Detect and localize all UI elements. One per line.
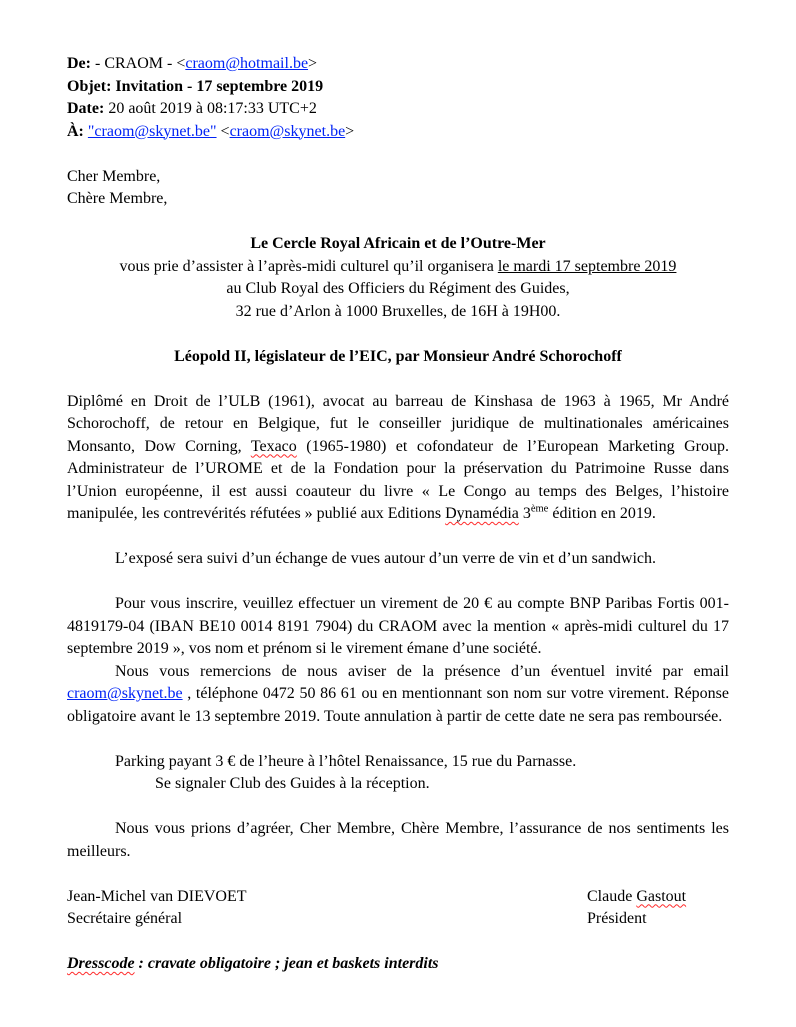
date-line <box>67 98 729 121</box>
invitation-line-3: 32 rue d’Arlon à 1000 Bruxelles, de 16H à 19H00. <box>235 302 561 320</box>
payment-paragraph: Pour vous inscrire, veuillez effectuer un virement de 20 € au compte BNP Paribas Fortis 001-4819179-04 (IBAN BE10 0014 8191 7904) du CRAOM avec la mention « après-midi culturel du 17 septembre 2019 », vos nom et prénom si le virement émane d’une société. <box>67 595 729 657</box>
secretary-title: Secrétaire général <box>67 910 183 927</box>
to-email-link-quoted[interactable]: "craom@skynet.be" <box>87 122 217 140</box>
president-first-name: Claude <box>587 887 637 905</box>
president-title: Président <box>587 910 647 927</box>
to-after: > <box>345 122 355 140</box>
from-line <box>67 53 729 76</box>
spellcheck-word-texaco: Texaco <box>250 437 297 455</box>
rsvp-part-1: Nous vous remercions de nous aviser de la présence d’un éventuel invité par email <box>115 662 729 680</box>
bio-part-4: édition en 2019. <box>548 505 656 522</box>
speaker-bio <box>67 391 729 526</box>
closing-paragraph: Nous vous prions d’agréer, Cher Membre, Chère Membre, l’assurance de nos sentiments les meilleurs. <box>67 820 729 860</box>
from-text: - CRAOM - < <box>90 55 186 72</box>
parking-line: Parking payant 3 € de l’heure à l’hôtel Renaissance, 15 rue du Parnasse. <box>115 752 577 770</box>
rsvp-email-link[interactable]: craom@skynet.be <box>67 685 183 702</box>
greeting-line-2: Chère Membre, <box>67 190 168 207</box>
to-mid: < <box>216 122 230 140</box>
bio-part-3: 3 <box>518 505 531 522</box>
to-label: À: <box>67 122 88 140</box>
bio-part-2: (1965-1980) et cofondateur de l’European Marketing Group. Administrateur de l’UROME et de la Fondation pour la préservation du Patrimoine Russe dans l’Union européenne, il est aussi coauteur du livre « Le Congo au temps des Belges, l’histoire manipulée, les contrevérités réfutées » publié aux Editions <box>67 437 730 522</box>
secretary-name: Jean-Michel van DIEVOET <box>67 887 247 905</box>
invitation-line-2: au Club Royal des Officiers du Régiment des Guides, <box>226 280 570 297</box>
signature-block <box>67 886 729 931</box>
greeting <box>67 166 729 211</box>
president-name <box>587 886 729 909</box>
date-label: Date: <box>67 100 105 117</box>
dresscode-line <box>67 953 729 976</box>
bio-part-1: Diplômé en Droit de l’ULB (1961), avocat au barreau de Kinshasa de 1963 à 1965, Mr André Schorochoff, de retour en Belgique, fut le conseiller juridique de multinationales américaines Monsanto, Dow Corning, <box>67 392 729 455</box>
greeting-line-1: Cher Membre, <box>67 167 161 185</box>
reception-line: Se signaler Club des Guides à la réception. <box>155 775 430 792</box>
talk-title: Léopold II, législateur de l’EIC, par Monsieur André Schorochoff <box>174 347 622 365</box>
event-date: le mardi 17 septembre 2019 <box>497 257 677 275</box>
organization-name: Le Cercle Royal Africain et de l’Outre-Mer <box>250 235 546 252</box>
to-email-link[interactable]: craom@skynet.be <box>229 122 346 140</box>
email-header <box>67 53 729 143</box>
spellcheck-word-gastout: Gastout <box>636 887 687 905</box>
invitation-line-1 <box>67 256 729 279</box>
spellcheck-word-dresscode: Dresscode <box>67 955 135 972</box>
subject-line: Objet: Invitation - 17 septembre 2019 <box>67 77 324 95</box>
rsvp-paragraph <box>67 661 729 729</box>
dresscode-rest: : cravate obligatoire ; jean et baskets interdits <box>134 955 439 972</box>
spellcheck-word-dynamedia: Dynamédia <box>445 505 519 522</box>
date-text: 20 août 2019 à 08:17:33 UTC+2 <box>104 100 317 117</box>
signature-right <box>587 886 729 931</box>
rsvp-part-2: , téléphone 0472 50 86 61 ou en mentionnant son nom sur votre virement. Réponse obligatoire avant le 13 septembre 2019. Toute annulation à partir de cette date ne sera pas remboursée. <box>67 685 729 725</box>
from-after: > <box>308 55 318 72</box>
ordinal-superscript: ème <box>530 503 549 515</box>
from-email-link[interactable]: craom@hotmail.be <box>185 55 309 72</box>
expose-line: L’exposé sera suivi d’un échange de vues autour d’un verre de vin et d’un sandwich. <box>115 550 657 567</box>
invitation-block <box>67 233 729 323</box>
signature-left <box>67 886 247 931</box>
from-label: De: <box>67 55 91 72</box>
invitation-line-1-text: vous prie d’assister à l’après-midi culturel qu’il organisera <box>119 257 498 275</box>
to-line <box>67 121 729 144</box>
